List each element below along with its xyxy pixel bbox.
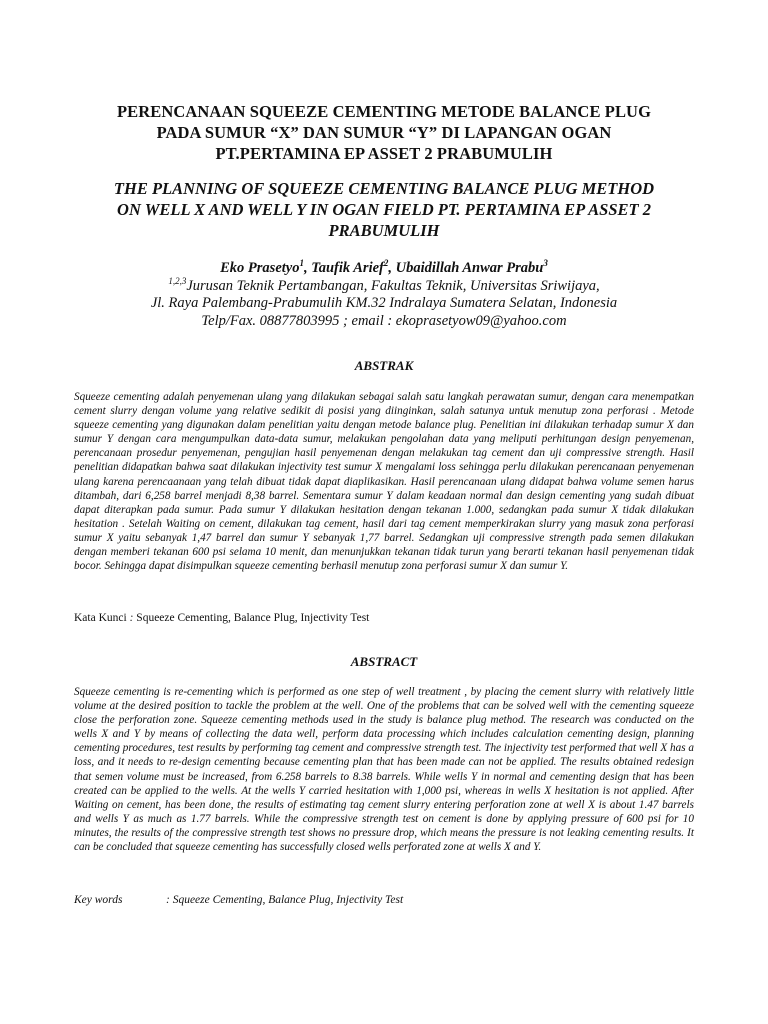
author-1: Eko Prasetyo bbox=[220, 260, 300, 276]
abstract-heading: ABSTRACT bbox=[350, 654, 418, 669]
kata-kunci-value: Squeeze Cementing, Balance Plug, Injectivity Test bbox=[136, 612, 370, 624]
author-2: , Taufik Arief bbox=[303, 260, 384, 276]
author-2-sup: 2 bbox=[383, 258, 389, 269]
abstrak-heading: ABSTRAK bbox=[354, 358, 414, 373]
affiliation-line-2: Jl. Raya Palembang-Prabumulih KM.32 Indralaya Sumatera Selatan, Indonesia bbox=[150, 295, 618, 311]
title-en-line-2: ON WELL X AND WELL Y IN OGAN FIELD PT. PERTAMINA EP ASSET 2 bbox=[117, 200, 651, 219]
key-words bbox=[74, 894, 694, 906]
title-indonesian bbox=[70, 101, 698, 164]
author-1-sup: 1 bbox=[299, 258, 304, 269]
affiliation-line-1 bbox=[90, 275, 678, 296]
title-english bbox=[70, 178, 698, 241]
title-id-line-3: PT.PERTAMINA EP ASSET 2 PRABUMULIH bbox=[215, 144, 553, 163]
kata-kunci-label: Kata Kunci bbox=[74, 612, 130, 624]
affiliation-text: Jurusan Teknik Pertambangan, Fakultas Teknik, Universitas Sriwijaya, bbox=[186, 277, 600, 294]
key-words-value: : Squeeze Cementing, Balance Plug, Injectivity Test bbox=[166, 894, 404, 906]
kata-kunci-colon: : bbox=[129, 612, 137, 624]
title-id-line-1: PERENCANAAN SQUEEZE CEMENTING METODE BALANCE PLUG bbox=[116, 102, 652, 121]
title-en-line-1: THE PLANNING OF SQUEEZE CEMENTING BALANCE PLUG METHOD bbox=[113, 179, 655, 198]
affiliation-sup: 1,2,3 bbox=[168, 275, 187, 286]
author-3-sup: 3 bbox=[543, 258, 548, 269]
contact-line: Telp/Fax. 08877803995 ; email : ekoprasetyow09@yahoo.com bbox=[201, 312, 567, 329]
abstrak-paragraph: Squeeze cementing adalah penyemenan ulang yang dilakukan sebagai salah satu langkah perawatan sumur, dengan cara menempatkan cement slurry dengan volume yang relative sedikit di posisi yang diinginkan, salah satunya untuk menutup zona perforasi . Metode squeeze cementing yang digunakan dalam penelitian yaitu dengan metode balance plug. Penelitian ini dilakukan terhadap sumur X dan sumur Y dengan cara mengumpulkan data-data sumur, melakukan pengolahan data yang meliputi perhitungan design penyemenan, perencanaan prosedur penyemenan, pengujian hasil penyemenan dengan melakukan tag cement dan uji compressive strength. Hasil penelitian didapatkan bahwa saat dilakukan injectivity test sumur X mengalami loss sehingga perlu dilakukan perencanaan penyemenan ulang karena perencaanaan yang telah dibuat tidak dapat diaplikasikan. Hasil perencanaan ulang didapat bahwa volume semen harus ditambah, dari 6,258 barrel menjadi 8,38 barrel. Sementara sumur Y dalam keadaan normal dan design cementing yang sudah dibuat dapat diterapkan pada sumur. Pada sumur Y dilakukan hesitation dengan tekanan 1.000, sedangkan pada sumur X tidak dilakukan hesitation . Setelah Waiting on cement, dilakukan tag cement, hasil dari tag cement memperkirakan slurry yang masuk zona perforasi sumur X yaitu sebanyak 1,47 barrel dan sumur Y sebanyak 1,77 barrel. Sedangkan uji compressive strength pada semen dilakukan dengan memberi tekanan 600 psi selama 10 menit, dan menunjukkan tekanan tidak turun yang berarti tekanan hasil penyemenan tidak bocor. Sehingga dapat disimpulkan squeeze cementing berhasil menutup zona perforasi sumur X dan sumur Y. bbox=[74, 391, 694, 573]
key-words-label: Key words bbox=[74, 894, 123, 906]
title-id-line-2: PADA SUMUR “X” DAN SUMUR “Y” DI LAPANGAN OGAN bbox=[156, 123, 612, 142]
kata-kunci bbox=[74, 612, 369, 624]
author-3: , Ubaidillah Anwar Prabu bbox=[388, 260, 544, 276]
abstract-paragraph: Squeeze cementing is re-cementing which is performed as one step of well treatment , by placing the cement slurry with relatively little volume at the desired position to tackle the problem at the well. One of the problems that can be solved well with the cementing squeeze close the perforation zone. Squeeze cementing methods used in the study is balance plug method. The research was conducted on the wells X and Y by means of collecting the data well, perform data processing which includes calculation cementing design, planning cementing procedures, test results by performing tag cement and compressive strength test. The injectivity test performed that well X has a loss, and it needs to re-design cementing because cementing plan that has been made can not be applied. The results obtained redesign that semen volume must be increased, from 6.258 barrels to 8.38 barrels. While wells Y in normal and cementing design that has been created can be applied to the wells. At the wells Y carried hesitation with 1,000 psi, whereas in wells X hesitation is not applied. After Waiting on cement, has been done, the results of estimating tag cement slurry entering perforation zone at well X is about 1.47 barrels and wells Y as much as 1.77 barrels. While the compressive strength test on cement is done by applying pressure of 600 psi for 10 minutes, the results of the compressive strength test shows no pressure drop, which means the pressure is not leaking cementing results. It can be concluded that squeeze cementing has successfully closed wells perforated zone at wells X and Y. bbox=[74, 686, 694, 854]
title-en-line-3: PRABUMULIH bbox=[328, 221, 440, 240]
author-block bbox=[90, 260, 678, 330]
